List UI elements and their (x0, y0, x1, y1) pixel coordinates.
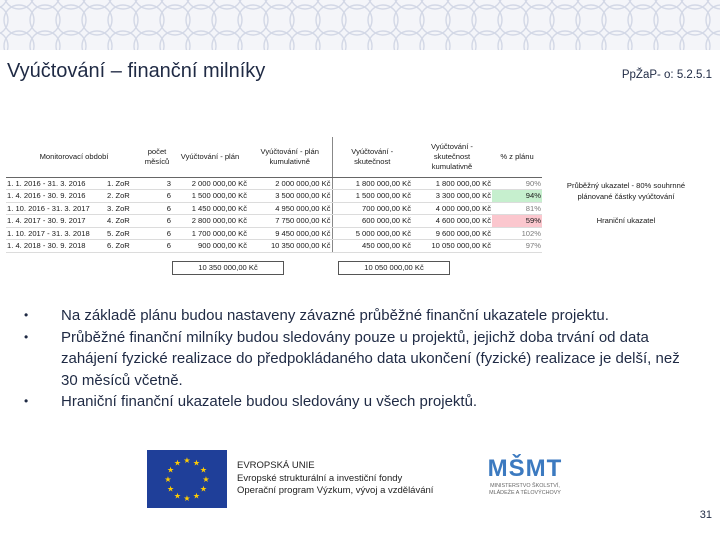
cell-plan: 900 000,00 Kč (172, 240, 248, 253)
header-actual-cum: Vyúčtování - skutečnost kumulativně (412, 137, 492, 177)
cell-pct: 102% (492, 227, 542, 240)
eu-star-icon: ★ (164, 475, 172, 484)
eu-line3: Operační program Výzkum, vývoj a vzdělávání (237, 485, 434, 496)
cell-report: 1. ZoR (106, 177, 142, 190)
cell-pct: 81% (492, 202, 542, 215)
cell-report: 2. ZoR (106, 190, 142, 203)
eu-star-icon: ★ (199, 484, 208, 494)
table-row (6, 202, 542, 215)
msmt-logo-mark: MŠMT (487, 455, 563, 482)
cell-period: 1. 4. 2017 - 30. 9. 2017 (6, 215, 106, 228)
eu-logo-text (237, 460, 433, 498)
cell-plan-cum: 2 000 000,00 Kč (248, 177, 332, 190)
cell-months: 6 (142, 190, 172, 203)
cell-report: 4. ZoR (106, 215, 142, 228)
bullet-item: • Na základě plánu budou nastaveny závazné průběžné finanční ukazatele projektu. (24, 307, 609, 324)
eu-star-icon: ★ (202, 475, 210, 484)
indicator-notes (554, 180, 698, 226)
table-row (6, 215, 542, 228)
cell-actual: 450 000,00 Kč (332, 240, 412, 253)
cell-pct: 97% (492, 240, 542, 253)
cell-plan: 2 000 000,00 Kč (172, 177, 248, 190)
cell-months: 6 (142, 215, 172, 228)
cell-period: 1. 10. 2017 - 31. 3. 2018 (6, 227, 106, 240)
cell-plan: 1 500 000,00 Kč (172, 190, 248, 203)
finance-table-sheet (6, 137, 542, 275)
bullet-text: Na základě plánu budou nastaveny závazné průběžné finanční ukazatele projektu. (61, 307, 609, 324)
header-actual: Vyúčtování - skutečnost (332, 137, 412, 177)
bullet-text: Průběžné finanční milníky budou sledovány pouze u projektů, jejichž doba trvání od data zahájení fyzické realizace do předpokládaného data ukončení (fyzické) realizace je delší, než 30 měsíců včetně. (61, 328, 680, 389)
bullet-text: Hraniční finanční ukazatele budou sledovány u všech projektů. (61, 393, 478, 410)
cell-actual: 600 000,00 Kč (332, 215, 412, 228)
cell-period: 1. 10. 2016 - 31. 3. 2017 (6, 202, 106, 215)
cell-actual-cum: 1 800 000,00 Kč (412, 177, 492, 190)
eu-flag-logo (147, 450, 227, 508)
cell-actual-cum: 10 050 000,00 Kč (412, 240, 492, 253)
cell-report: 6. ZoR (106, 240, 142, 253)
bullet-list (24, 305, 684, 413)
note-running-indicator: Průběžný ukazatel - 80% souhrnné plánované částky vyúčtování (566, 181, 686, 201)
header-months: počet měsíců (142, 137, 172, 177)
eu-line2: Evropské strukturální a investiční fondy (237, 472, 403, 484)
cell-months: 6 (142, 240, 172, 253)
slide-title: Vyúčtování – finanční milníky (7, 60, 266, 82)
eu-star-icon: ★ (192, 491, 201, 501)
cell-pct: 59% (492, 215, 542, 228)
eu-star-icon: ★ (199, 465, 208, 475)
cell-plan-cum: 9 450 000,00 Kč (248, 227, 332, 240)
header-plan-cum: Vyúčtování - plán kumulativně (248, 137, 332, 177)
cell-plan: 1 450 000,00 Kč (172, 202, 248, 215)
eu-star-icon: ★ (183, 456, 191, 465)
cell-plan-cum: 7 750 000,00 Kč (248, 215, 332, 228)
table-row (6, 240, 542, 253)
cell-period: 1. 4. 2018 - 30. 9. 2018 (6, 240, 106, 253)
eu-star-icon: ★ (183, 494, 191, 503)
header-plan: Vyúčtování - plán (172, 137, 248, 177)
bullet-item: • Průběžné finanční milníky budou sledovány pouze u projektů, jejichž doba trvání od data zahájení fyzické realizace do předpokládaného data ukončení (fyzické) realizace je delší, než 30 měsíců včetně. (24, 328, 680, 389)
cell-pct: 94% (492, 190, 542, 203)
cell-pct: 90% (492, 177, 542, 190)
cell-period: 1. 1. 2016 - 31. 3. 2016 (6, 177, 106, 190)
cell-plan: 2 800 000,00 Kč (172, 215, 248, 228)
eu-star-icon: ★ (173, 491, 182, 501)
cell-plan-cum: 10 350 000,00 Kč (248, 240, 332, 253)
cell-actual-cum: 4 000 000,00 Kč (412, 202, 492, 215)
eu-star-icon: ★ (166, 484, 175, 494)
header-pattern (0, 0, 720, 50)
totals-row (6, 261, 542, 275)
eu-line1: EVROPSKÁ UNIE (237, 460, 315, 471)
cell-plan-cum: 4 950 000,00 Kč (248, 202, 332, 215)
cell-actual-cum: 3 300 000,00 Kč (412, 190, 492, 203)
cell-months: 3 (142, 177, 172, 190)
table-row (6, 190, 542, 203)
cell-actual: 1 800 000,00 Kč (332, 177, 412, 190)
cell-months: 6 (142, 202, 172, 215)
total-plan: 10 350 000,00 Kč (172, 261, 284, 275)
cell-period: 1. 4. 2016 - 30. 9. 2016 (6, 190, 106, 203)
table-row (6, 227, 542, 240)
msmt-line2: MLÁDEŽE A TĚLOVÝCHOVY (489, 490, 561, 496)
finance-table (6, 137, 542, 253)
cell-actual-cum: 4 600 000,00 Kč (412, 215, 492, 228)
cell-actual: 5 000 000,00 Kč (332, 227, 412, 240)
cell-plan-cum: 3 500 000,00 Kč (248, 190, 332, 203)
total-actual: 10 050 000,00 Kč (338, 261, 450, 275)
msmt-logo (470, 455, 580, 513)
page-number: 31 (699, 509, 712, 521)
cell-actual-cum: 9 600 000,00 Kč (412, 227, 492, 240)
cell-actual: 1 500 000,00 Kč (332, 190, 412, 203)
cell-actual: 700 000,00 Kč (332, 202, 412, 215)
note-limit-indicator: Hraniční ukazatel (596, 216, 656, 225)
cell-report: 5. ZoR (106, 227, 142, 240)
table-row (6, 177, 542, 190)
slide-code: PpŽaP- o: 5.2.5.1 (621, 69, 712, 81)
msmt-line1: MINISTERSTVO ŠKOLSTVÍ, (490, 483, 560, 489)
header-pct: % z plánu (492, 137, 542, 177)
eu-star-icon: ★ (192, 458, 201, 468)
cell-report: 3. ZoR (106, 202, 142, 215)
eu-star-icon: ★ (166, 465, 175, 475)
cell-months: 6 (142, 227, 172, 240)
eu-star-icon: ★ (173, 458, 182, 468)
header-period: Monitorovací období (6, 137, 142, 177)
cell-plan: 1 700 000,00 Kč (172, 227, 248, 240)
bullet-item: • Hraniční finanční ukazatele budou sledovány u všech projektů. (24, 393, 478, 410)
